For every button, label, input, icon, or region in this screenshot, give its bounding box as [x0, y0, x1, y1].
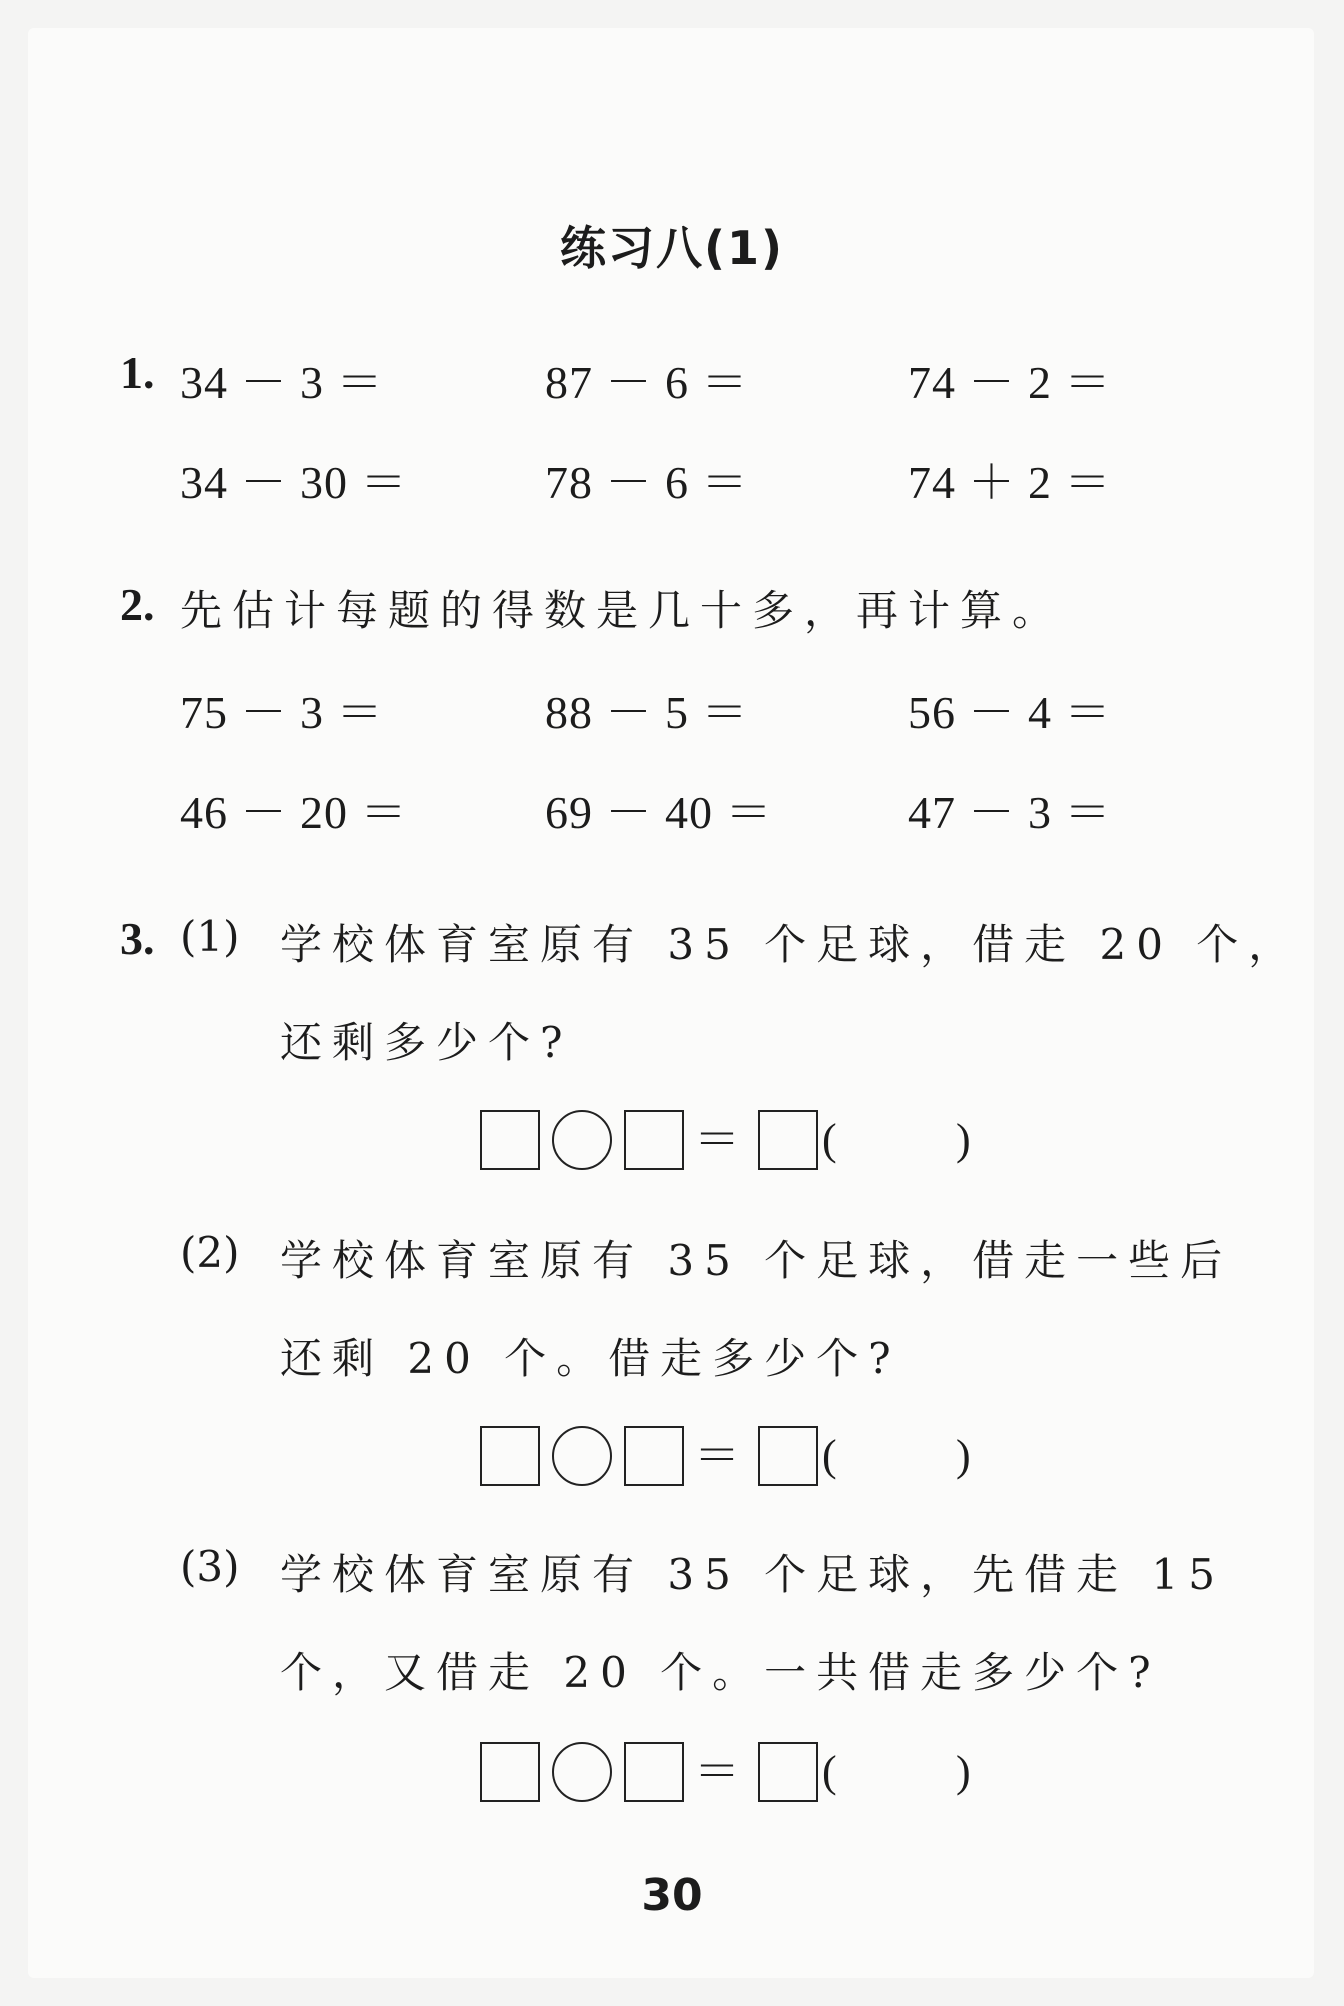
unit-close-paren: )	[956, 1115, 971, 1164]
q3-part-2-label: (2)	[180, 1228, 240, 1277]
result-box[interactable]	[758, 1110, 818, 1170]
q3-part-3-line-1: 学校体育室原有 35 个足球，先借走 15	[280, 1550, 1225, 1599]
result-box[interactable]	[758, 1742, 818, 1802]
unit-close-paren: )	[956, 1431, 971, 1480]
q1-expression: 74 － 2 ＝	[908, 357, 1112, 408]
equals-sign: ＝	[694, 1114, 740, 1165]
q3-part-3-line-2: 个，又借走 20 个。一共借走多少个?	[280, 1648, 1161, 1697]
q3-part-1-line-2: 还剩多少个?	[280, 1018, 573, 1067]
q1-expression: 78 － 6 ＝	[545, 457, 749, 508]
equals-sign: ＝	[694, 1746, 740, 1797]
answer-box[interactable]	[480, 1426, 540, 1486]
q2-expression: 47 － 3 ＝	[908, 787, 1112, 838]
q2-expression: 69 － 40 ＝	[545, 787, 773, 838]
q3-part-3-answer-row	[480, 1742, 1000, 1806]
operator-circle[interactable]	[552, 1110, 612, 1170]
q2-expression: 46 － 20 ＝	[180, 787, 408, 838]
q1-expression: 74 ＋ 2 ＝	[908, 457, 1112, 508]
q3-part-1-answer-row	[480, 1110, 1000, 1174]
q3-part-1-label: (1)	[180, 912, 240, 961]
question-2-number: 2.	[120, 579, 155, 630]
unit-close-paren: )	[956, 1747, 971, 1796]
q1-expression: 87 － 6 ＝	[545, 357, 749, 408]
q3-part-2-line-2: 还剩 20 个。借走多少个?	[280, 1334, 901, 1383]
answer-box[interactable]	[624, 1742, 684, 1802]
q2-expression: 88 － 5 ＝	[545, 687, 749, 738]
page-number: 30	[641, 1870, 703, 1921]
unit-open-paren: (	[822, 1747, 837, 1796]
operator-circle[interactable]	[552, 1742, 612, 1802]
unit-open-paren: (	[822, 1431, 837, 1480]
answer-box[interactable]	[624, 1110, 684, 1170]
answer-box[interactable]	[480, 1110, 540, 1170]
q3-part-1-line-1: 学校体育室原有 35 个足球，借走 20 个，	[280, 920, 1301, 969]
q3-part-3-label: (3)	[180, 1542, 240, 1591]
result-box[interactable]	[758, 1426, 818, 1486]
q3-part-2-line-1: 学校体育室原有 35 个足球，借走一些后	[280, 1236, 1233, 1285]
unit-open-paren: (	[822, 1115, 837, 1164]
question-1-number: 1.	[120, 347, 155, 398]
answer-box[interactable]	[624, 1426, 684, 1486]
q2-expression: 56 － 4 ＝	[908, 687, 1112, 738]
q2-expression: 75 － 3 ＝	[180, 687, 384, 738]
page-title: 练习八(1)	[559, 221, 785, 275]
q1-expression: 34 － 3 ＝	[180, 357, 384, 408]
operator-circle[interactable]	[552, 1426, 612, 1486]
question-2-instruction: 先估计每题的得数是几十多，再计算。	[180, 586, 1065, 635]
equals-sign: ＝	[694, 1430, 740, 1481]
q1-expression: 34 － 30 ＝	[180, 457, 408, 508]
q3-part-2-answer-row	[480, 1426, 1000, 1490]
question-3-number: 3.	[120, 913, 155, 964]
answer-box[interactable]	[480, 1742, 540, 1802]
